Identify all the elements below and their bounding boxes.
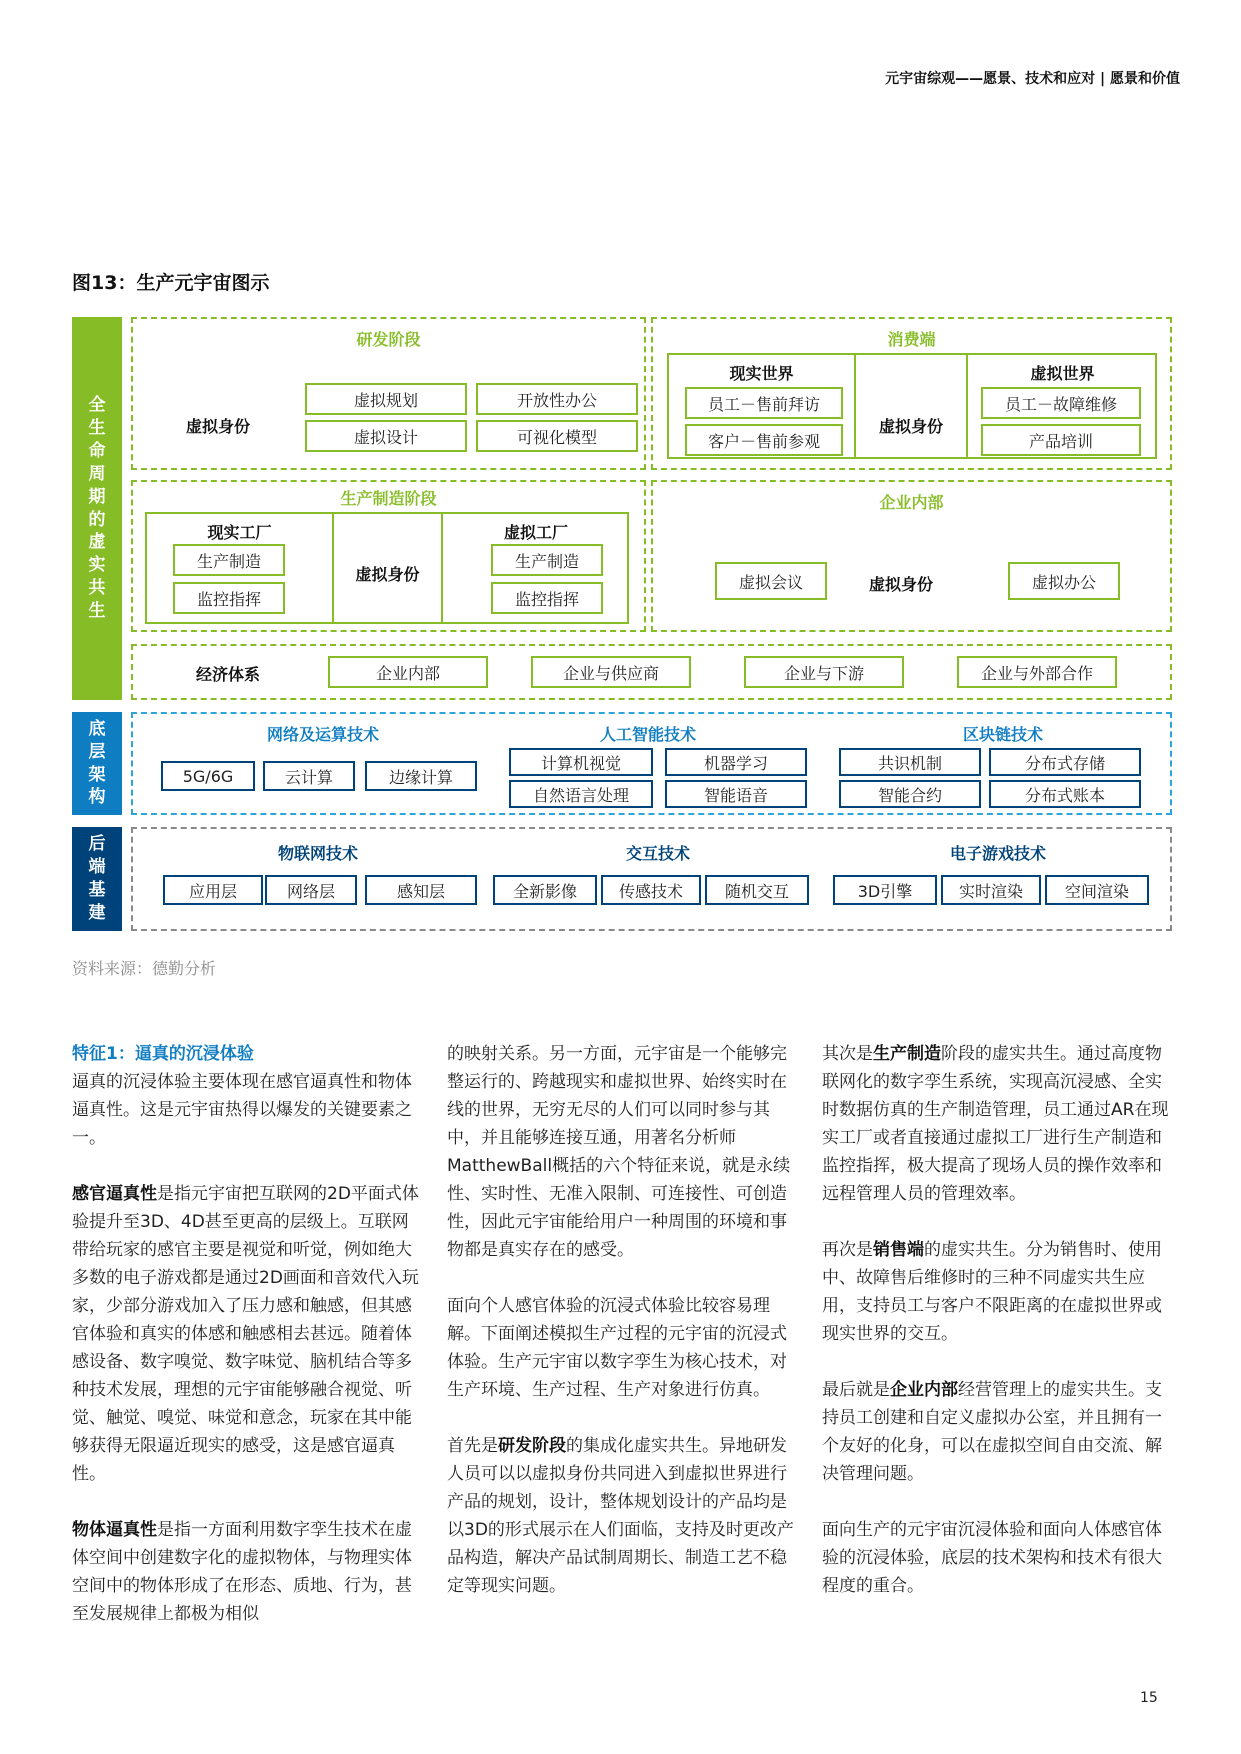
ai-item-ml: 机器学习 bbox=[665, 748, 807, 776]
text-column-1 bbox=[72, 1040, 422, 1656]
interaction-title: 交互技术 bbox=[625, 844, 690, 863]
rd-stage-panel bbox=[131, 317, 646, 470]
virtual-factory-item-monitoring: 监控指挥 bbox=[491, 582, 603, 614]
page-number: 15 bbox=[1140, 1690, 1158, 1706]
consumer-divider-left bbox=[854, 353, 856, 459]
col2-term-rd: 研发阶段 bbox=[498, 1436, 566, 1456]
col1-paragraph-1: 逼真的沉浸体验主要体现在感官逼真性和物体逼真性。这是元宇宙热得以爆发的关键要素之一。 bbox=[72, 1072, 412, 1148]
col3-paragraph-4: 面向生产的元宇宙沉浸体验和面向人体感官体验的沉浸体验，底层的技术架构和技术有很大程度的重合。 bbox=[822, 1520, 1162, 1596]
rd-item-visual-model: 可视化模型 bbox=[476, 420, 638, 452]
col3-term-manufacturing: 生产制造 bbox=[873, 1044, 941, 1064]
virtual-factory-label: 虚拟工厂 bbox=[503, 523, 568, 542]
sidebar-infrastructure-label: 底层架构 bbox=[88, 718, 106, 808]
blockchain-item-contract: 智能合约 bbox=[839, 780, 981, 808]
enterprise-item-office: 虚拟办公 bbox=[1008, 562, 1120, 600]
consumer-real-item-visit: 员工－售前拜访 bbox=[685, 387, 843, 419]
col1-paragraph-3-text: 是指一方面利用数字孪生技术在虚体空间中创建数字化的虚拟物体，与物理实体空间中的物体形成了在形态、质地、行为，甚至发展规律上都极为相似 bbox=[72, 1520, 412, 1624]
enterprise-identity-label: 虚拟身份 bbox=[868, 575, 933, 594]
col1-term-sensory: 感官逼真性 bbox=[72, 1184, 157, 1204]
ai-item-vision: 计算机视觉 bbox=[509, 748, 653, 776]
network-item-edge: 边缘计算 bbox=[365, 761, 477, 791]
iot-item-application: 应用层 bbox=[163, 875, 263, 905]
col2-paragraph-1: 的映射关系。另一方面，元宇宙是一个能够完整运行的、跨越现实和虚拟世界、始终实时在线的世界，无穷无尽的人们可以同时参与其中，并且能够连接互通，用著名分析师MatthewBall概括的六个特征来说，就是永续性、实时性、无准入限制、可连接性、可创造性，因此元宇宙能给用户一种周围的环境和事物都是真实存在的感受。 bbox=[447, 1044, 791, 1260]
col3-paragraph-3-text: 经营管理上的虚实共生。支持员工创建和自定义虚拟办公室，并且拥有一个友好的化身，可以在虚拟空间自由交流、解决管理问题。 bbox=[822, 1380, 1162, 1484]
col1-term-object: 物体逼真性 bbox=[72, 1520, 157, 1540]
network-item-5g: 5G/6G bbox=[161, 761, 255, 791]
rd-item-design: 虚拟设计 bbox=[305, 420, 467, 452]
consumer-panel bbox=[651, 317, 1172, 470]
col1-paragraph-2-text: 是指元宇宙把互联网的2D平面式体验提升至3D、4D甚至更高的层级上。互联网带给玩家的感官主要是视觉和听觉，例如绝大多数的电子游戏都是通过2D画面和音效代入玩家，少部分游戏加入了压力感和触感，但其感官体验和真实的体感和触感相去甚远。随着体感设备、数字嗅觉、数字味觉、脑机结合等多种技术发展，理想的元宇宙能够融合视觉、听觉、触觉、嗅觉、味觉和意念，玩家在其中能够获得无限逼近现实的感受，这是感官逼真性。 bbox=[72, 1184, 419, 1484]
enterprise-panel bbox=[651, 480, 1172, 632]
sidebar-backend bbox=[72, 827, 122, 931]
col3-paragraph-1-pre: 其次是 bbox=[822, 1044, 873, 1064]
col2-paragraph-3-text: 的集成化虚实共生。异地研发人员可以以虚拟身份共同进入到虚拟世界进行产品的规划，设计，整体规划设计的产品均是以3D的形式展示在人们面临，支持及时更改产品构造，解决产品试制周期长、制造工艺不稳定等现实问题。 bbox=[447, 1436, 794, 1596]
economy-panel bbox=[131, 644, 1172, 700]
economy-item-suppliers: 企业与供应商 bbox=[531, 656, 691, 688]
running-header: 元宇宙综观——愿景、技术和应对 | 愿景和价值 bbox=[885, 71, 1180, 87]
network-item-cloud: 云计算 bbox=[263, 761, 355, 791]
col2-paragraph-2: 面向个人感官体验的沉浸式体验比较容易理解。下面阐述模拟生产过程的元宇宙的沉浸式体验。生产元宇宙以数字孪生为核心技术，对生产环境、生产过程、生产对象进行仿真。 bbox=[447, 1296, 787, 1400]
gaming-item-3d-engine: 3D引擎 bbox=[833, 875, 937, 905]
sidebar-infrastructure bbox=[72, 712, 122, 815]
backend-panel bbox=[131, 827, 1172, 931]
blockchain-item-storage: 分布式存储 bbox=[989, 748, 1141, 776]
col3-paragraph-2 bbox=[822, 1236, 1172, 1348]
feature-heading: 特征1：逼真的沉浸体验 bbox=[72, 1044, 254, 1064]
ai-item-voice: 智能语音 bbox=[665, 780, 807, 808]
rd-identity-label: 虚拟身份 bbox=[185, 417, 250, 436]
consumer-virtual-world-label: 虚拟世界 bbox=[1030, 364, 1095, 383]
enterprise-item-meeting: 虚拟会议 bbox=[715, 562, 827, 600]
col1-paragraph-2 bbox=[72, 1180, 422, 1488]
economy-item-external: 企业与外部合作 bbox=[957, 656, 1117, 688]
sidebar-lifecycle-label: 全生命周期的虚实共生 bbox=[88, 394, 106, 622]
ai-item-nlp: 自然语言处理 bbox=[509, 780, 653, 808]
iot-item-perception: 感知层 bbox=[365, 875, 477, 905]
virtual-factory-item-production: 生产制造 bbox=[491, 544, 603, 576]
interaction-item-random: 随机交互 bbox=[705, 875, 809, 905]
consumer-real-world-label: 现实世界 bbox=[729, 364, 794, 383]
rd-stage-title: 研发阶段 bbox=[356, 330, 421, 349]
col3-paragraph-1-text: 阶段的虚实共生。通过高度物联网化的数字孪生系统，实现高沉浸感、全实时数据仿真的生产制造管理，员工通过AR在现实工厂或者直接通过虚拟工厂进行生产制造和监控指挥，极大提高了现场人员的操作效率和远程管理人员的管理效率。 bbox=[822, 1044, 1169, 1204]
figure-title: 图13：生产元宇宙图示 bbox=[72, 272, 270, 294]
interaction-item-imaging: 全新影像 bbox=[493, 875, 597, 905]
col3-paragraph-1 bbox=[822, 1040, 1172, 1208]
col3-term-enterprise: 企业内部 bbox=[890, 1380, 958, 1400]
sidebar-backend-label: 后端基建 bbox=[88, 834, 106, 923]
rd-item-open-office: 开放性办公 bbox=[476, 383, 638, 415]
ai-title: 人工智能技术 bbox=[599, 725, 696, 744]
col3-paragraph-3 bbox=[822, 1376, 1172, 1488]
iot-title: 物联网技术 bbox=[277, 844, 358, 863]
col2-paragraph-3-pre: 首先是 bbox=[447, 1436, 498, 1456]
consumer-virtual-item-repair: 员工－故障维修 bbox=[981, 387, 1141, 419]
col1-paragraph-3 bbox=[72, 1516, 422, 1628]
figure-source: 资料来源：德勤分析 bbox=[72, 959, 217, 978]
economy-item-downstream: 企业与下游 bbox=[744, 656, 904, 688]
blockchain-item-ledger: 分布式账本 bbox=[989, 780, 1141, 808]
consumer-title: 消费端 bbox=[887, 330, 936, 349]
interaction-item-sensing: 传感技术 bbox=[601, 875, 701, 905]
manufacturing-panel bbox=[131, 480, 646, 632]
enterprise-title: 企业内部 bbox=[879, 493, 944, 512]
col3-paragraph-2-text: 的虚实共生。分为销售时、使用中、故障售后维修时的三种不同虚实共生应用，支持员工与客户不限距离的在虚拟世界或现实世界的交互。 bbox=[822, 1240, 1162, 1344]
economy-item-internal: 企业内部 bbox=[328, 656, 488, 688]
blockchain-title: 区块链技术 bbox=[962, 725, 1043, 744]
sidebar-lifecycle bbox=[72, 317, 122, 700]
col3-paragraph-2-pre: 再次是 bbox=[822, 1240, 873, 1260]
col3-term-sales: 销售端 bbox=[873, 1240, 924, 1260]
infrastructure-panel bbox=[131, 712, 1172, 815]
rd-item-planning: 虚拟规划 bbox=[305, 383, 467, 415]
blockchain-item-consensus: 共识机制 bbox=[839, 748, 981, 776]
manufacturing-identity-label: 虚拟身份 bbox=[355, 565, 420, 584]
gaming-item-spatial: 空间渲染 bbox=[1045, 875, 1149, 905]
col2-paragraph-3 bbox=[447, 1432, 797, 1600]
consumer-virtual-item-training: 产品培训 bbox=[981, 424, 1141, 456]
network-title: 网络及运算技术 bbox=[266, 725, 379, 744]
gaming-item-realtime: 实时渲染 bbox=[941, 875, 1041, 905]
real-factory-item-monitoring: 监控指挥 bbox=[173, 582, 285, 614]
economy-label: 经济体系 bbox=[195, 665, 260, 684]
gaming-title: 电子游戏技术 bbox=[949, 844, 1046, 863]
iot-item-network: 网络层 bbox=[265, 875, 357, 905]
text-column-3 bbox=[822, 1040, 1172, 1628]
text-column-2 bbox=[447, 1040, 797, 1628]
consumer-real-item-tour: 客户－售前参观 bbox=[685, 424, 843, 456]
real-factory-item-production: 生产制造 bbox=[173, 544, 285, 576]
real-factory-label: 现实工厂 bbox=[207, 523, 272, 542]
consumer-identity-label: 虚拟身份 bbox=[878, 417, 943, 436]
manufacturing-title: 生产制造阶段 bbox=[340, 489, 437, 508]
col3-paragraph-3-pre: 最后就是 bbox=[822, 1380, 890, 1400]
